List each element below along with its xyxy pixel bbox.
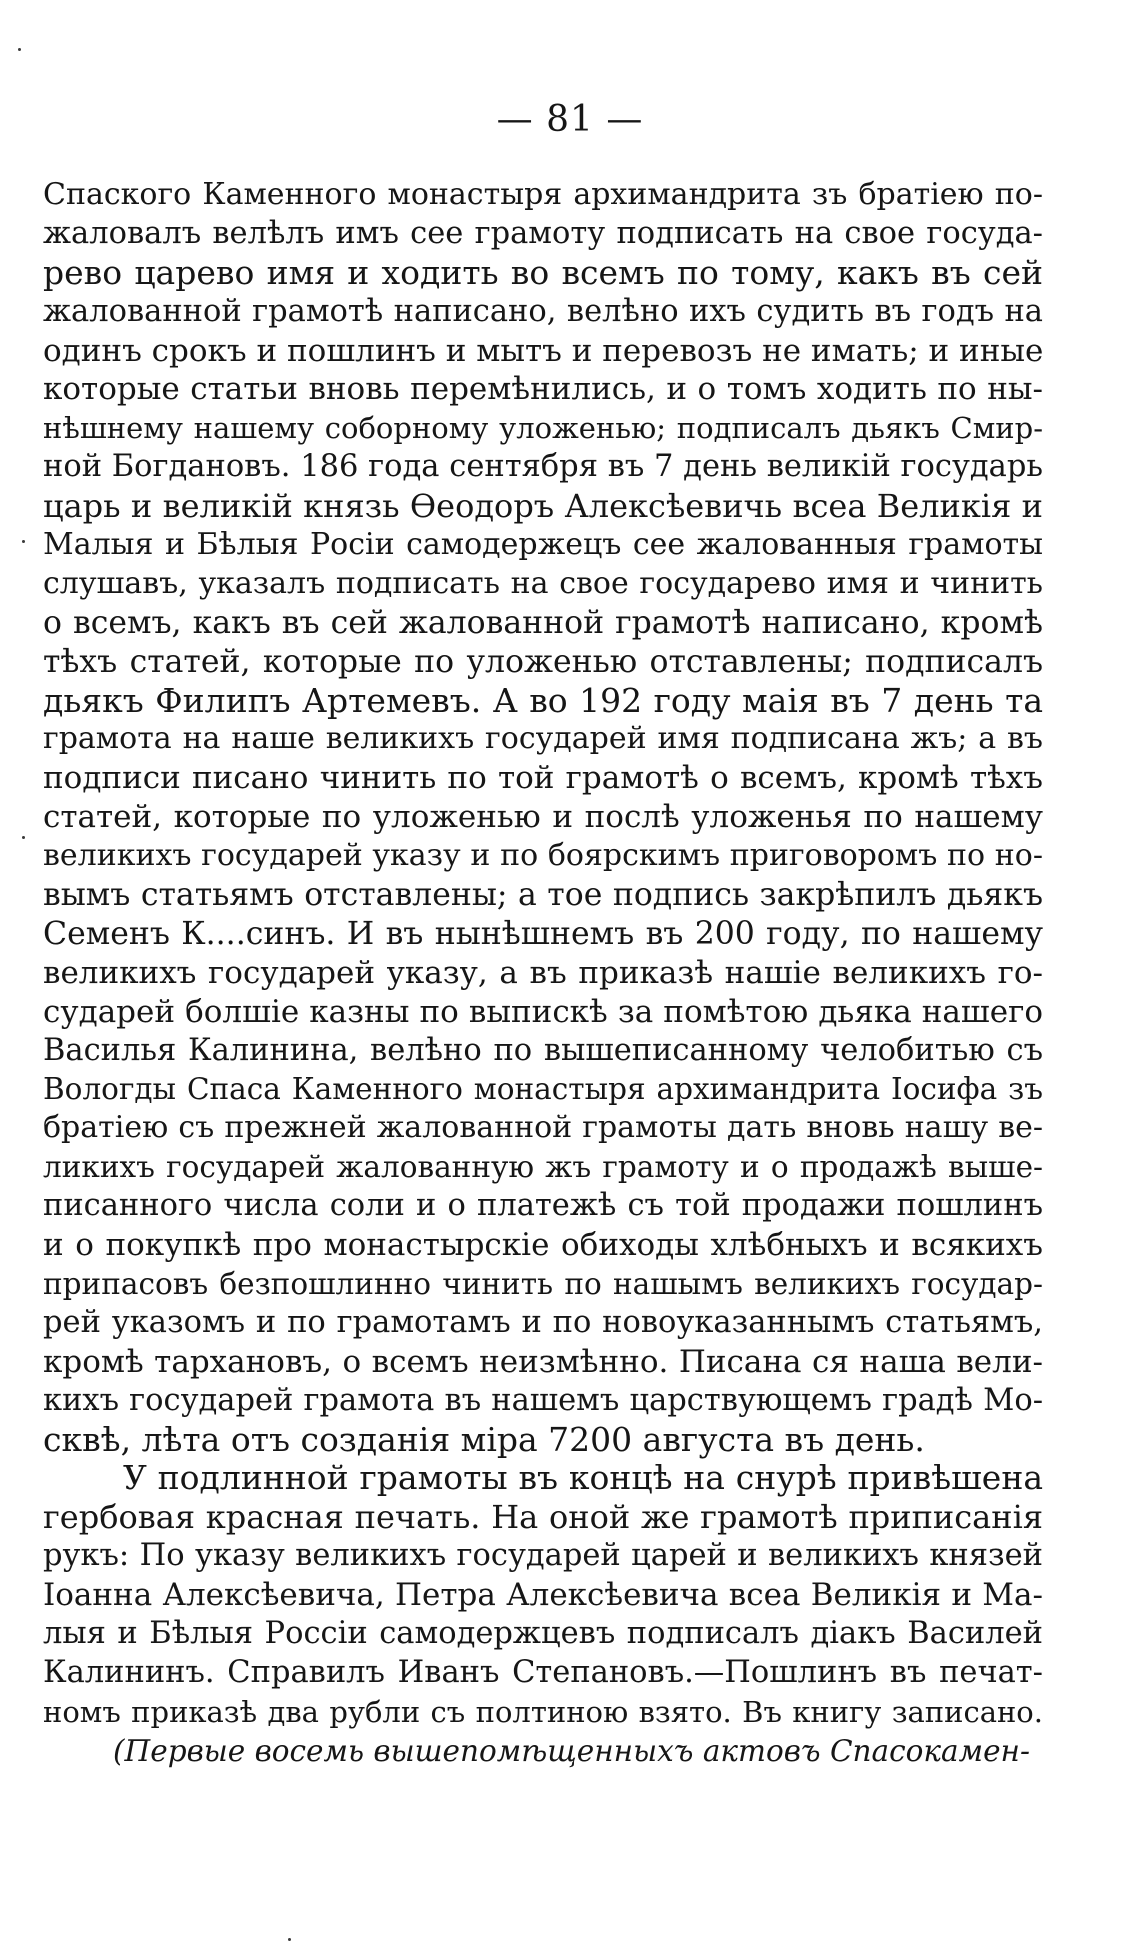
text-line: Іоанна Алексѣевича, Петра Алексѣевича всеа Великія и Ма- <box>43 1577 1043 1614</box>
text-line: сквѣ, лѣта отъ созданія міра 7200 августа въ день. <box>43 1420 925 1459</box>
text-line: Калининъ. Справилъ Иванъ Степановъ.—Пошлинъ въ печат- <box>43 1654 1043 1690</box>
text-line: У подлинной грамоты въ концѣ на снурѣ привѣшена <box>123 1459 1043 1498</box>
text-line: рево царево имя и ходить во всемъ по тому, какъ въ сей <box>43 253 1043 292</box>
text-line: рукъ: По указу великихъ государей царей и великихъ князей <box>43 1538 1043 1574</box>
text-line: одинъ срокъ и пошлинъ и мытъ и перевозъ не имать; и иные <box>43 332 1043 369</box>
paragraph-2 <box>43 1459 1043 1731</box>
text-line: жаловалъ велѣлъ имъ сее грамоту подписать на свое госуда- <box>43 215 1043 251</box>
text-line: о всемъ, какъ въ сей жалованной грамотѣ написано, кромѣ <box>43 604 1043 641</box>
page-text <box>43 176 1043 1771</box>
text-line: Вологды Спаса Каменного монастыря архимандрита Іосифа зъ <box>43 1072 1043 1107</box>
text-line: Семенъ К....синъ. И въ нынѣшнемъ въ 200 году, по нашему <box>43 915 1043 952</box>
text-line: жалованной грамотѣ написано, велѣно ихъ судить въ годъ на <box>43 293 1043 329</box>
text-line: братіею съ прежней жалованной грамоты дать вновь нашу ве- <box>43 1110 1043 1146</box>
text-line: кихъ государей грамота въ нашемъ царствующемъ градѣ Мо- <box>43 1382 1043 1418</box>
paragraph-3 <box>43 1732 1043 1771</box>
text-line: припасовъ безпошлинно чинить по нашымъ великихъ государ- <box>43 1266 1043 1301</box>
text-line: писанного числа соли и о платежѣ съ той продажи пошлинъ <box>43 1188 1043 1224</box>
paragraph-1 <box>43 176 1043 1459</box>
text-line: и о покупкѣ про монастырскіе обиходы хлѣбныхъ и всякихъ <box>43 1227 1043 1264</box>
text-line: лыя и Бѣлыя Россіи самодержцевъ подписалъ діакъ Василей <box>43 1615 1043 1651</box>
text-line: ной Богдановъ. 186 года сентября въ 7 день великій государь <box>43 449 1043 485</box>
text-line: статей, которые по уложенью и послѣ уложенья по нашему <box>43 799 1043 836</box>
text-line: Спаского Каменного монастыря архимандрита зъ братіею по- <box>43 177 1043 212</box>
text-line: ликихъ государей жалованную жъ грамоту и о продажѣ выше- <box>43 1150 1043 1185</box>
scan-speck <box>18 48 21 51</box>
text-line: Василья Калинина, велѣно по вышеписанному челобитью съ <box>43 1032 1043 1068</box>
text-line: сударей болшіе казны по выпискѣ за помѣтою дьяка нашего <box>43 993 1043 1030</box>
text-line: подписи писано чинить по той грамотѣ о всемъ, кромѣ тѣхъ <box>43 760 1043 797</box>
scan-speck <box>22 836 25 839</box>
text-line: великихъ государей указу и по боярскимъ приговоромъ по но- <box>43 838 1043 874</box>
text-line: дьякъ Филипъ Артемевъ. А во 192 году маія въ 7 день та <box>43 681 1043 720</box>
text-line: которые статьи вновь перемѣнились, и о томъ ходить по ны- <box>43 371 1043 408</box>
text-line: Малыя и Бѣлыя Росіи самодержецъ сее жалованныя грамоты <box>43 527 1043 563</box>
scan-speck <box>22 540 25 543</box>
text-line: (Первые восемь вышепомѣщенныхъ актовъ Спасокамен- <box>113 1733 1030 1768</box>
text-line: кромѣ тархановъ, о всемъ неизмѣнно. Писана ся наша вели- <box>43 1343 1043 1380</box>
text-line: слушавъ, указалъ подписать на свое государево имя и чинить <box>43 565 1043 601</box>
page-number: — 81 — <box>496 99 644 140</box>
text-line: вымъ статьямъ отставлены; а тое подпись закрѣпилъ дьякъ <box>43 877 1043 914</box>
text-line: рей указомъ и по грамотамъ и по новоуказаннымъ статьямъ, <box>43 1304 1043 1340</box>
text-line: великихъ государей указу, а въ приказѣ нашіе великихъ го- <box>43 954 1043 991</box>
text-line: царь и великій князь Ѳеодоръ Алексѣевичь всеа Великія и <box>43 487 1043 526</box>
text-line: гербовая красная печать. На оной же грамотѣ приписанія <box>43 1498 1043 1537</box>
text-line: грамота на наше великихъ государей имя подписана жъ; а въ <box>43 721 1043 757</box>
text-line: тѣхъ статей, которые по уложенью отставлены; подписалъ <box>43 643 1043 680</box>
scan-speck <box>288 1938 291 1941</box>
text-line: номъ приказѣ два рубли съ полтиною взято. Въ книгу записано. <box>43 1694 1043 1729</box>
text-line: нѣшнему нашему соборному уложенью; подписалъ дьякъ Смир- <box>43 411 1043 446</box>
